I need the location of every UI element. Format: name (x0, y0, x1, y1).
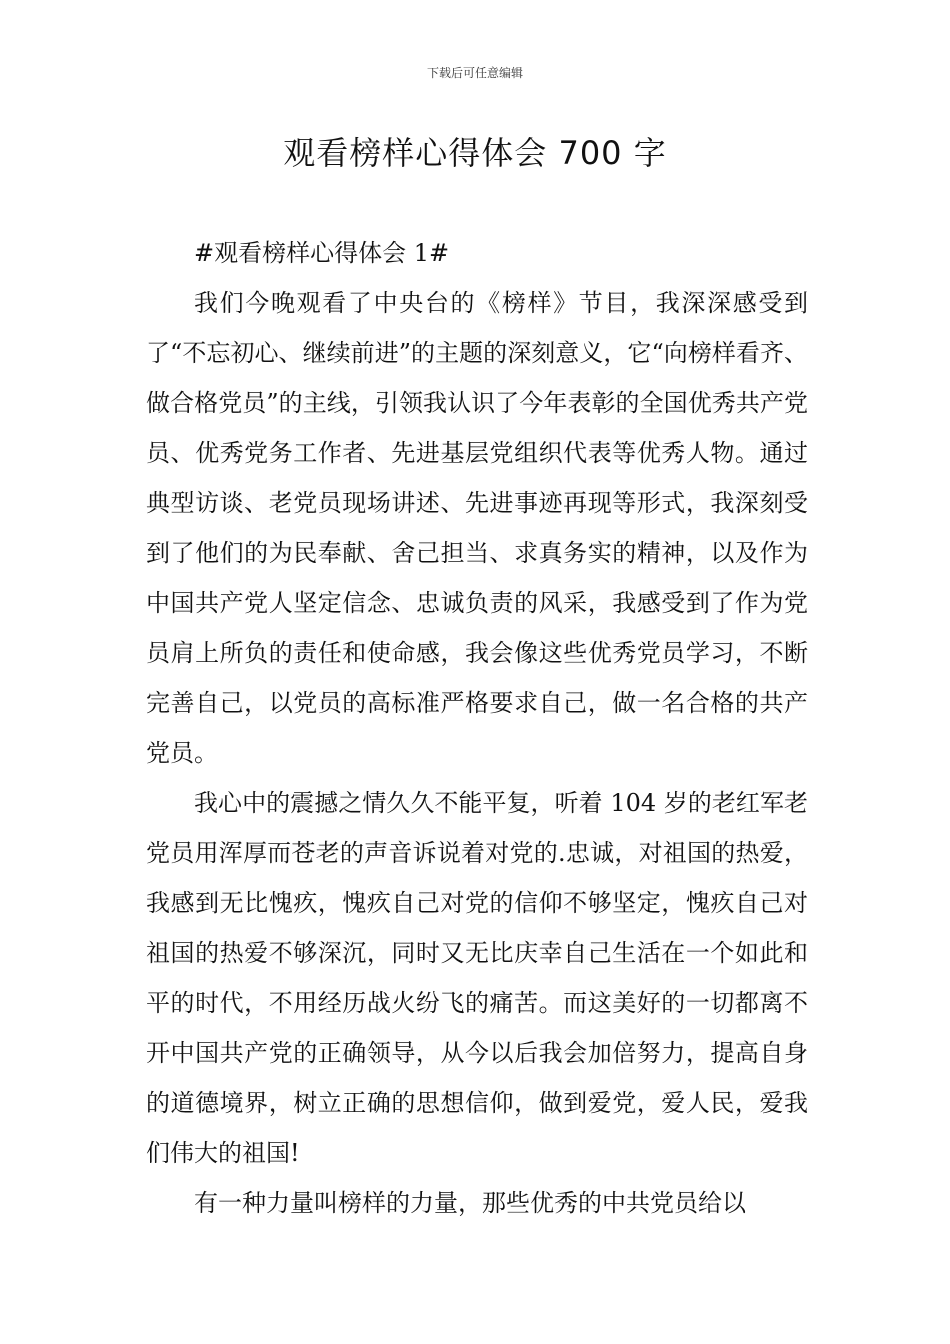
paragraph-3: 有一种力量叫榜样的力量，那些优秀的中共党员给以 (194, 1189, 746, 1217)
paragraph-2: 我心中的震撼之情久久不能平复，听着 104 岁的老红军老党员用浑厚而苍老的声音诉说着对党的.忠诚，对祖国的热爱，我感到无比愧疚，愧疚自己对党的信仰不够坚定，愧疚自己对祖国的热爱不够深沉，同时又无比庆幸自己生活在一个如此和平的时代，不用经历战火纷飞的痛苦。而这美好的一切都离不开中国共产党的正确领导，从今以后我会加倍努力，提高自身的道德境界，树立正确的思想信仰，做到爱党，爱人民，爱我们伟大的祖国! (146, 789, 808, 1167)
paragraph-1: 我们今晚观看了中央台的《榜样》节目，我深深感受到了“不忘初心、继续前进”的主题的深刻意义，它“向榜样看齐、做合格党员”的主线，引领我认识了今年表彰的全国优秀共产党员、优秀党务工作者、先进基层党组织代表等优秀人物。通过典型访谈、老党员现场讲述、先进事迹再现等形式，我深刻受到了他们的为民奉献、舍己担当、求真务实的精神，以及作为中国共产党人坚定信念、忠诚负责的风采，我感受到了作为党员肩上所负的责任和使命感，我会像这些优秀党员学习，不断完善自己，以党员的高标准严格要求自己，做一名合格的共产党员。 (146, 289, 808, 767)
document-body (146, 228, 808, 1228)
header-note: 下载后可任意编辑 (426, 66, 523, 80)
document-title: 观看榜样心得体会 700 字 (283, 134, 667, 172)
section-heading: #观看榜样心得体会 1# (194, 239, 450, 267)
